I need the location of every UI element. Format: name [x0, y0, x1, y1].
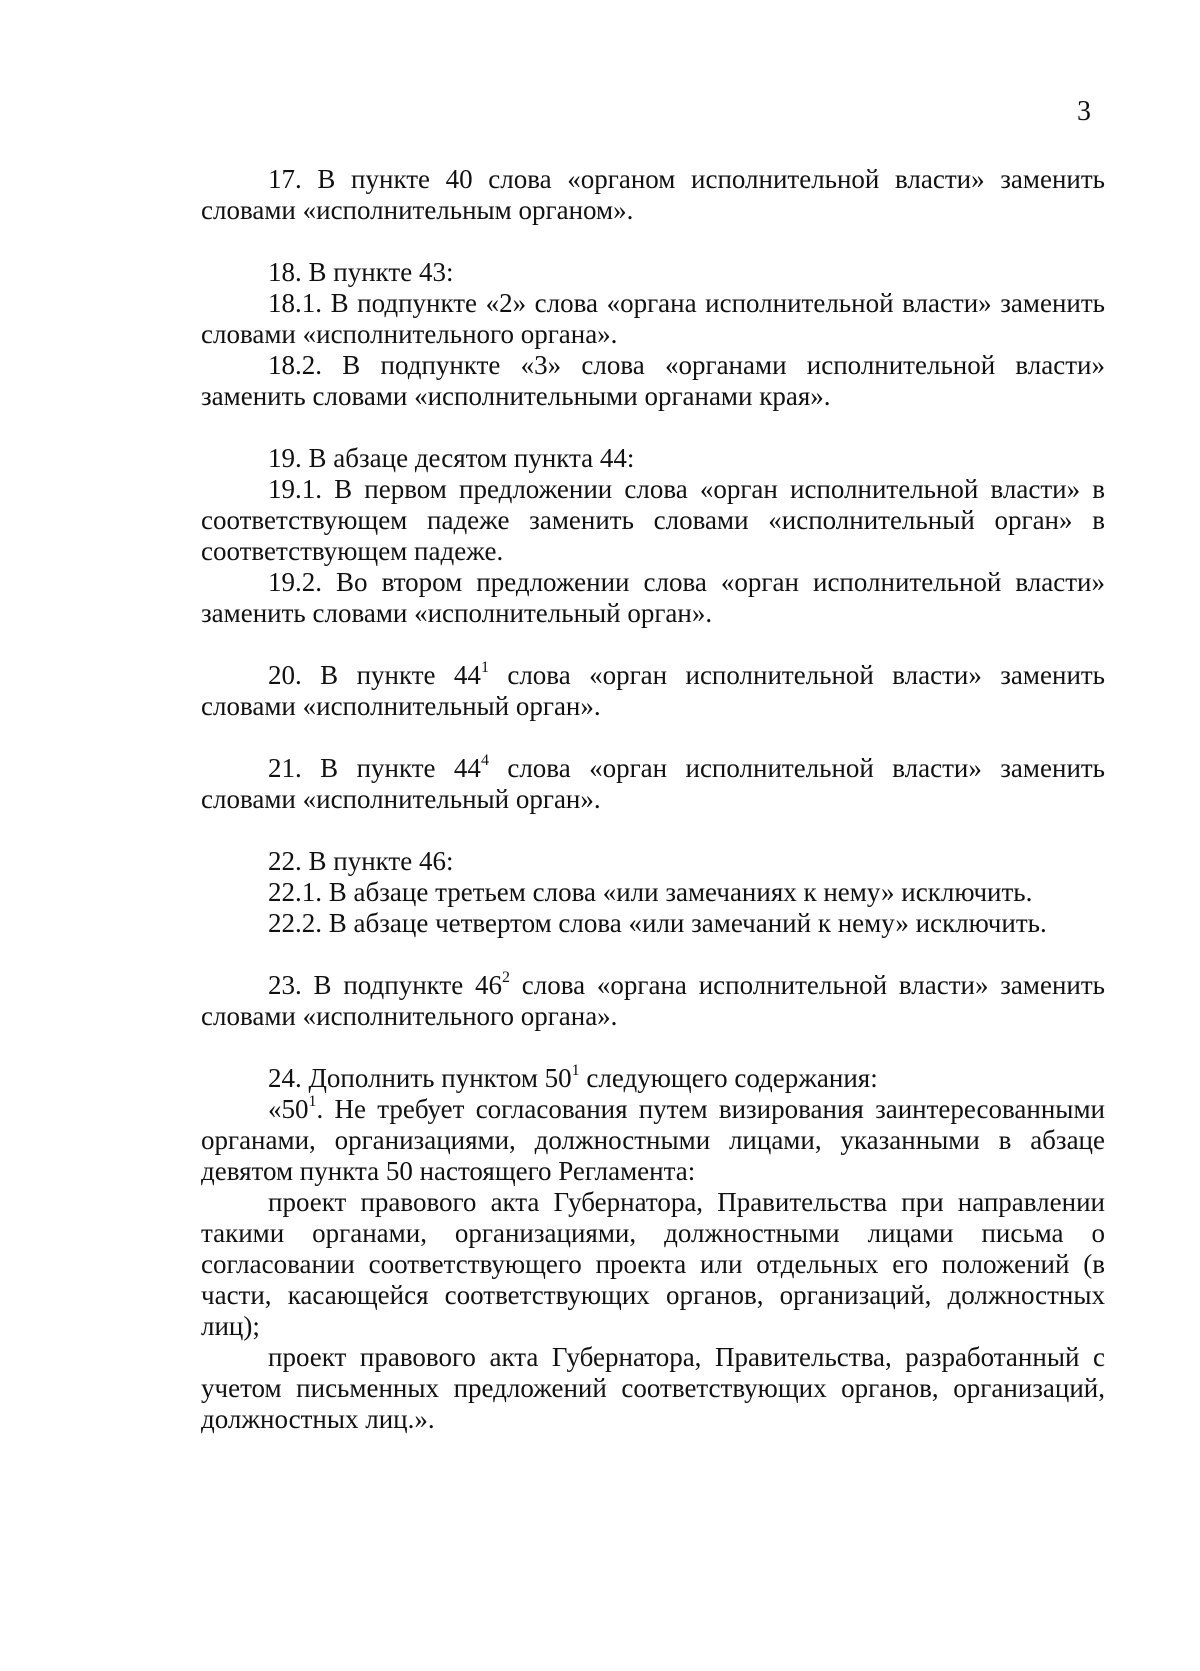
item-23-text-start: 23. В подпункте 46: [268, 970, 502, 1000]
item-21: [201, 753, 1105, 815]
item-21-text-start: 21. В пункте 44: [268, 753, 481, 783]
paragraph-spacer: [201, 629, 1105, 660]
item-19: 19. В абзаце десятом пункта 44:: [268, 443, 635, 473]
item-24-list-entry-1: проект правового акта Губернатора, Правительства при направлении такими органами, организациями, должностными лицами письма о согласовании соответствующего проекта или отдельных его положений (в части, касающейся соответствующих органов, организаций, должностных лиц);: [201, 1187, 1105, 1341]
paragraph-spacer: [201, 226, 1105, 257]
superscript: 4: [480, 752, 489, 769]
paragraph-spacer: [201, 939, 1105, 970]
superscript: 1: [480, 659, 489, 676]
superscript: 1: [571, 1062, 580, 1079]
item-20: [201, 660, 1105, 722]
item-24-quote: [201, 1094, 1105, 1187]
item-18: 18. В пункте 43:: [268, 257, 454, 287]
item-24-list-entry-2: проект правового акта Губернатора, Правительства, разработанный с учетом письменных предложений соответствующих органов, организаций, должностных лиц.».: [201, 1342, 1105, 1434]
item-17: 17. В пункте 40 слова «органом исполнительной власти» заменить словами «исполнительным органом».: [201, 164, 1105, 225]
superscript: 1: [308, 1093, 317, 1110]
item-19-2: 19.2. Во втором предложении слова «орган исполнительной власти» заменить словами «исполнительный орган».: [201, 567, 1105, 628]
item-19-1: 19.1. В первом предложении слова «орган исполнительной власти» в соответствующем падеже заменить словами «исполнительный орган» в соответствующем падеже.: [201, 474, 1105, 566]
superscript: 2: [502, 969, 510, 986]
item-20-text-start: 20. В пункте 44: [268, 660, 481, 690]
item-24-text-end: следующего содержания:: [579, 1063, 878, 1093]
item-18-1: 18.1. В подпункте «2» слова «органа исполнительной власти» заменить словами «исполнительного органа».: [201, 288, 1105, 349]
item-24: [201, 1063, 1105, 1094]
paragraph-spacer: [201, 412, 1105, 443]
paragraph-spacer: [201, 815, 1105, 846]
item-24-quote-start: «50: [268, 1094, 309, 1124]
item-18-2: 18.2. В подпункте «3» слова «органами исполнительной власти» заменить словами «исполнительными органами края».: [201, 350, 1105, 411]
item-22-1: 22.1. В абзаце третьем слова «или замечаниях к нему» исключить.: [268, 877, 1033, 907]
item-20-text-end: слова «орган исполнительной власти» заменить словами «исполнительный орган».: [201, 660, 1105, 721]
item-23: [201, 970, 1105, 1032]
paragraph-spacer: [201, 1032, 1105, 1063]
item-22-2: 22.2. В абзаце четвертом слова «или замечаний к нему» исключить.: [268, 908, 1047, 938]
paragraph-spacer: [201, 722, 1105, 753]
item-23-text-end: слова «органа исполнительной власти» заменить словами «исполнительного органа».: [201, 970, 1105, 1031]
item-24-text-start: 24. Дополнить пунктом 50: [268, 1063, 572, 1093]
document-body: [201, 164, 1105, 1435]
item-22: 22. В пункте 46:: [268, 846, 454, 876]
item-21-text-end: слова «орган исполнительной власти» заменить словами «исполнительный орган».: [201, 753, 1105, 814]
page-number: 3: [1077, 96, 1091, 127]
item-24-quote-end: . Не требует согласования путем визирования заинтересованными органами, организациями, должностными лицами, указанными в абзаце девятом пункта 50 настоящего Регламента:: [201, 1094, 1105, 1186]
